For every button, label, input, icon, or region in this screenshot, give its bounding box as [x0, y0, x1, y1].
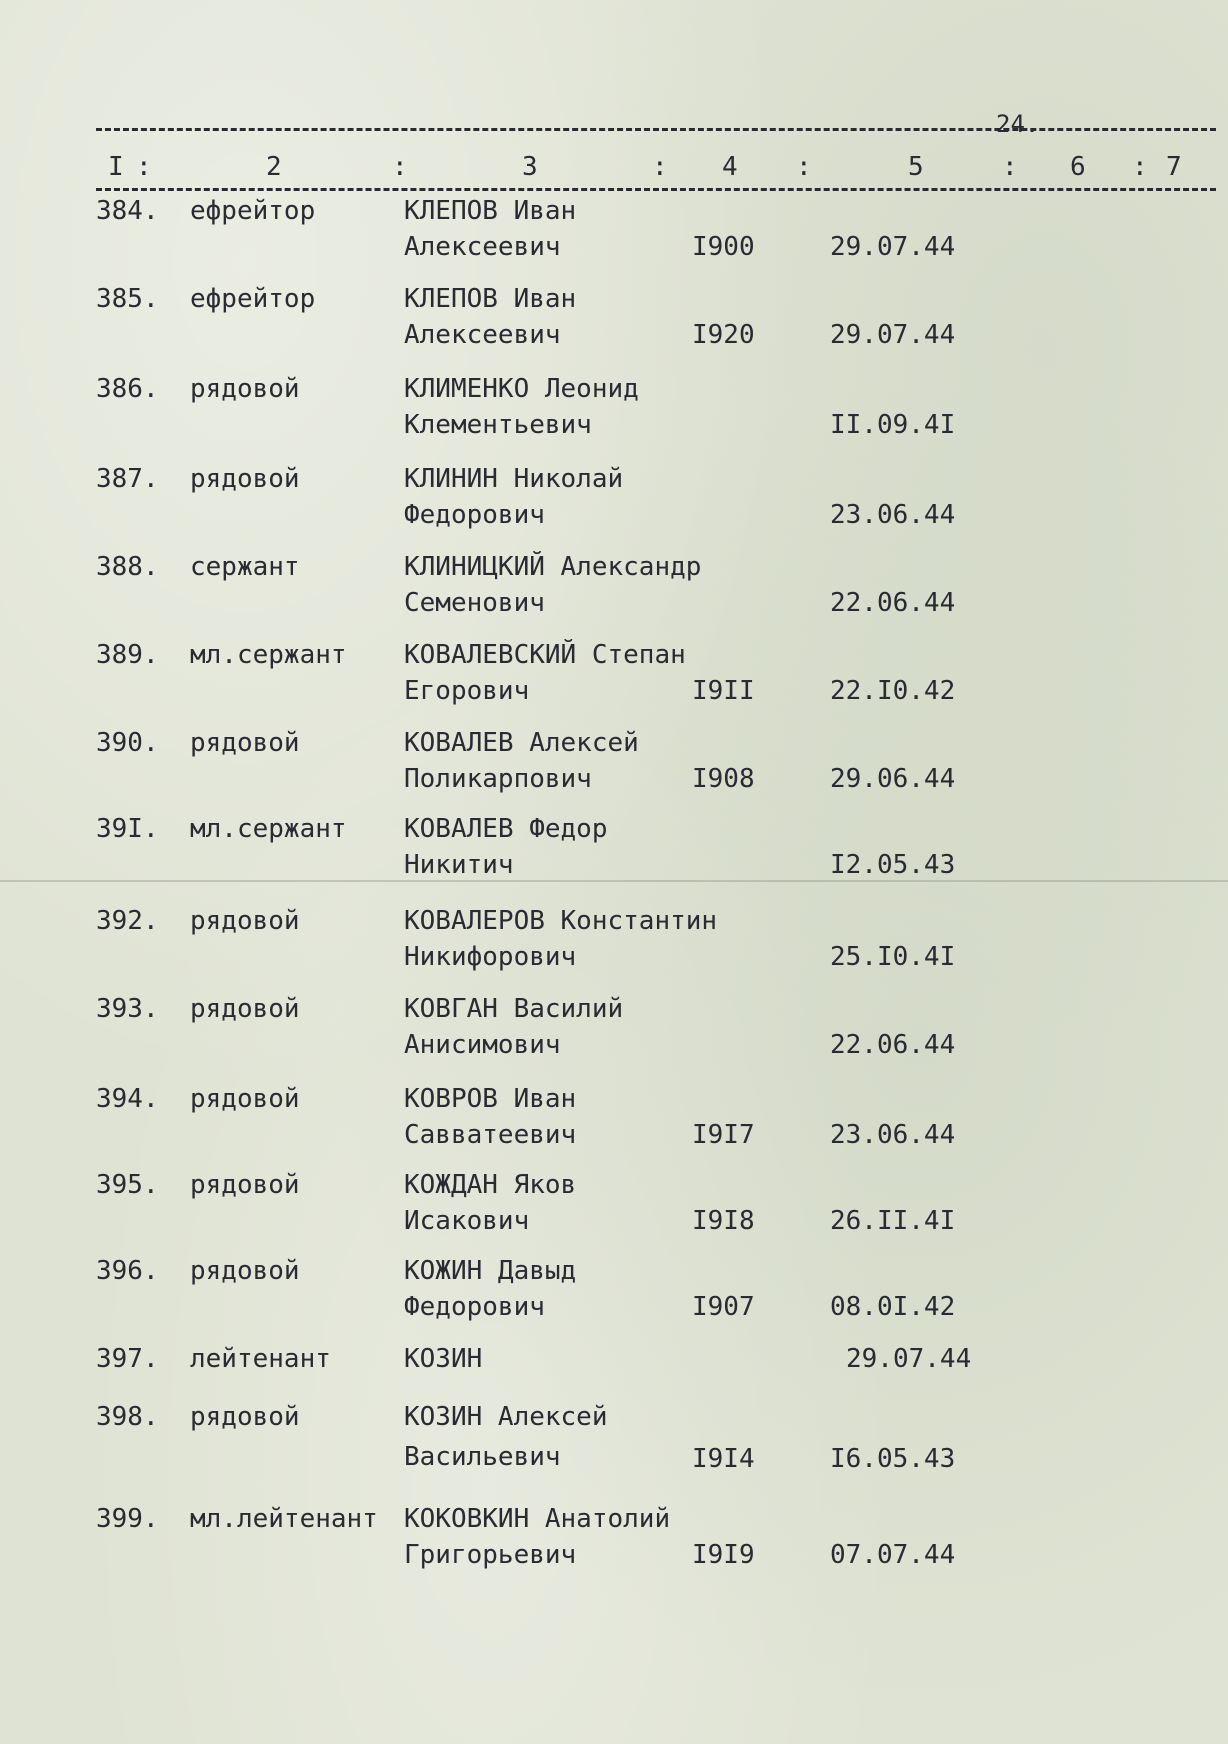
table-row — [0, 284, 1228, 354]
row-surname: КОВАЛЕВ Федор — [404, 814, 608, 844]
row-patronymic: Федорович — [404, 500, 545, 530]
column-separator: : — [392, 152, 408, 182]
row-birth-year: I900 — [692, 232, 755, 262]
column-header-6: 6 — [1070, 152, 1086, 182]
row-patronymic: Васильевич — [404, 1442, 561, 1472]
row-birth-year: I9I7 — [692, 1120, 755, 1150]
row-patronymic: Клементьевич — [404, 410, 592, 440]
row-date: 22.I0.42 — [830, 676, 956, 706]
table-row — [0, 728, 1228, 798]
row-surname: КОЗИН — [404, 1344, 483, 1374]
row-date: 23.06.44 — [830, 1120, 956, 1150]
row-number: 397. — [96, 1344, 159, 1374]
table-row — [0, 552, 1228, 622]
column-header-5: 5 — [908, 152, 924, 182]
row-rank: рядовой — [190, 464, 300, 494]
row-surname: КОВАЛЕВСКИЙ Степан — [404, 640, 686, 670]
row-number: 384. — [96, 196, 159, 226]
row-number: 388. — [96, 552, 159, 582]
row-surname: КЛИНИН Николай — [404, 464, 624, 494]
row-date: 29.07.44 — [830, 320, 956, 350]
column-separator: : — [1132, 152, 1148, 182]
row-number: 386. — [96, 374, 159, 404]
table-row — [0, 906, 1228, 976]
column-header-3: 3 — [522, 152, 538, 182]
row-date: 29.07.44 — [830, 232, 956, 262]
row-number: 393. — [96, 994, 159, 1024]
row-surname: КОКОВКИН Анатолий — [404, 1504, 671, 1534]
row-rank: рядовой — [190, 994, 300, 1024]
row-number: 395. — [96, 1170, 159, 1200]
row-patronymic: Анисимович — [404, 1030, 561, 1060]
row-date: II.09.4I — [830, 410, 956, 440]
row-date: I6.05.43 — [830, 1444, 956, 1474]
row-number: 396. — [96, 1256, 159, 1286]
column-separator: : — [796, 152, 812, 182]
row-patronymic: Савватеевич — [404, 1120, 577, 1150]
row-rank: мл.сержант — [190, 640, 347, 670]
row-number: 392. — [96, 906, 159, 936]
column-separator: : — [1002, 152, 1018, 182]
row-birth-year: I9I4 — [692, 1444, 755, 1474]
row-patronymic: Григорьевич — [404, 1540, 577, 1570]
row-rank: рядовой — [190, 1256, 300, 1286]
table-row — [0, 1170, 1228, 1240]
row-rank: мл.лейтенант — [190, 1504, 378, 1534]
row-patronymic: Никифорович — [404, 942, 577, 972]
row-date: 25.I0.4I — [830, 942, 956, 972]
row-birth-year: I9I9 — [692, 1540, 755, 1570]
row-patronymic: Семенович — [404, 588, 545, 618]
column-header-1: I — [108, 152, 124, 182]
table-row — [0, 464, 1228, 534]
table-row — [0, 374, 1228, 444]
row-date: 08.0I.42 — [830, 1292, 956, 1322]
column-header-2: 2 — [266, 152, 282, 182]
table-row — [0, 994, 1228, 1064]
row-surname: КОВАЛЕРОВ Константин — [404, 906, 718, 936]
table-row — [0, 1402, 1228, 1472]
row-patronymic: Никитич — [404, 850, 514, 880]
column-header-7: 7 — [1166, 152, 1182, 182]
table-row — [0, 814, 1228, 884]
row-number: 398. — [96, 1402, 159, 1432]
row-surname: КОВГАН Василий — [404, 994, 624, 1024]
row-date: 07.07.44 — [830, 1540, 956, 1570]
row-date: 22.06.44 — [830, 588, 956, 618]
row-rank: мл.сержант — [190, 814, 347, 844]
row-patronymic: Алексеевич — [404, 320, 561, 350]
row-number: 390. — [96, 728, 159, 758]
row-surname: КОВАЛЕВ Алексей — [404, 728, 639, 758]
row-surname: КЛИМЕНКО Леонид — [404, 374, 639, 404]
column-header — [96, 152, 1216, 191]
row-number: 39I. — [96, 814, 159, 844]
page-number: 24. — [996, 110, 1040, 138]
row-patronymic: Алексеевич — [404, 232, 561, 262]
row-surname: КЛИНИЦКИЙ Александр — [404, 552, 702, 582]
row-number: 399. — [96, 1504, 159, 1534]
row-number: 389. — [96, 640, 159, 670]
row-patronymic: Исакович — [404, 1206, 530, 1236]
row-patronymic: Поликарпович — [404, 764, 592, 794]
row-birth-year: I920 — [692, 320, 755, 350]
row-number: 387. — [96, 464, 159, 494]
column-header-4: 4 — [722, 152, 738, 182]
row-date: 22.06.44 — [830, 1030, 956, 1060]
row-date: 29.07.44 — [846, 1344, 972, 1374]
row-date: 23.06.44 — [830, 500, 956, 530]
row-rank: рядовой — [190, 1084, 300, 1114]
row-rank: рядовой — [190, 906, 300, 936]
table-row — [0, 1504, 1228, 1574]
row-surname: КОЗИН Алексей — [404, 1402, 608, 1432]
row-surname: КЛЕПОВ Иван — [404, 284, 577, 314]
row-rank: ефрейтор — [190, 196, 316, 226]
row-surname: КОЖДАН Яков — [404, 1170, 577, 1200]
row-date: 29.06.44 — [830, 764, 956, 794]
row-rank: рядовой — [190, 374, 300, 404]
row-rank: рядовой — [190, 1402, 300, 1432]
row-surname: КЛЕПОВ Иван — [404, 196, 577, 226]
row-surname: КОЖИН Давыд — [404, 1256, 577, 1286]
row-number: 385. — [96, 284, 159, 314]
table-row — [0, 640, 1228, 710]
header-top-rule — [96, 128, 1216, 131]
table-row — [0, 196, 1228, 266]
row-birth-year: I907 — [692, 1292, 755, 1322]
row-rank: сержант — [190, 552, 300, 582]
row-patronymic: Федорович — [404, 1292, 545, 1322]
row-patronymic: Егорович — [404, 676, 530, 706]
row-rank: рядовой — [190, 1170, 300, 1200]
table-row — [0, 1084, 1228, 1154]
table-row — [0, 1256, 1228, 1326]
column-separator: : — [652, 152, 668, 182]
row-surname: КОВРОВ Иван — [404, 1084, 577, 1114]
row-birth-year: I908 — [692, 764, 755, 794]
row-rank: лейтенант — [190, 1344, 331, 1374]
column-separator: : — [136, 152, 152, 182]
row-number: 394. — [96, 1084, 159, 1114]
row-rank: ефрейтор — [190, 284, 316, 314]
row-rank: рядовой — [190, 728, 300, 758]
row-birth-year: I9I8 — [692, 1206, 755, 1236]
row-date: 26.II.4I — [830, 1206, 956, 1236]
row-birth-year: I9II — [692, 676, 755, 706]
row-date: I2.05.43 — [830, 850, 956, 880]
